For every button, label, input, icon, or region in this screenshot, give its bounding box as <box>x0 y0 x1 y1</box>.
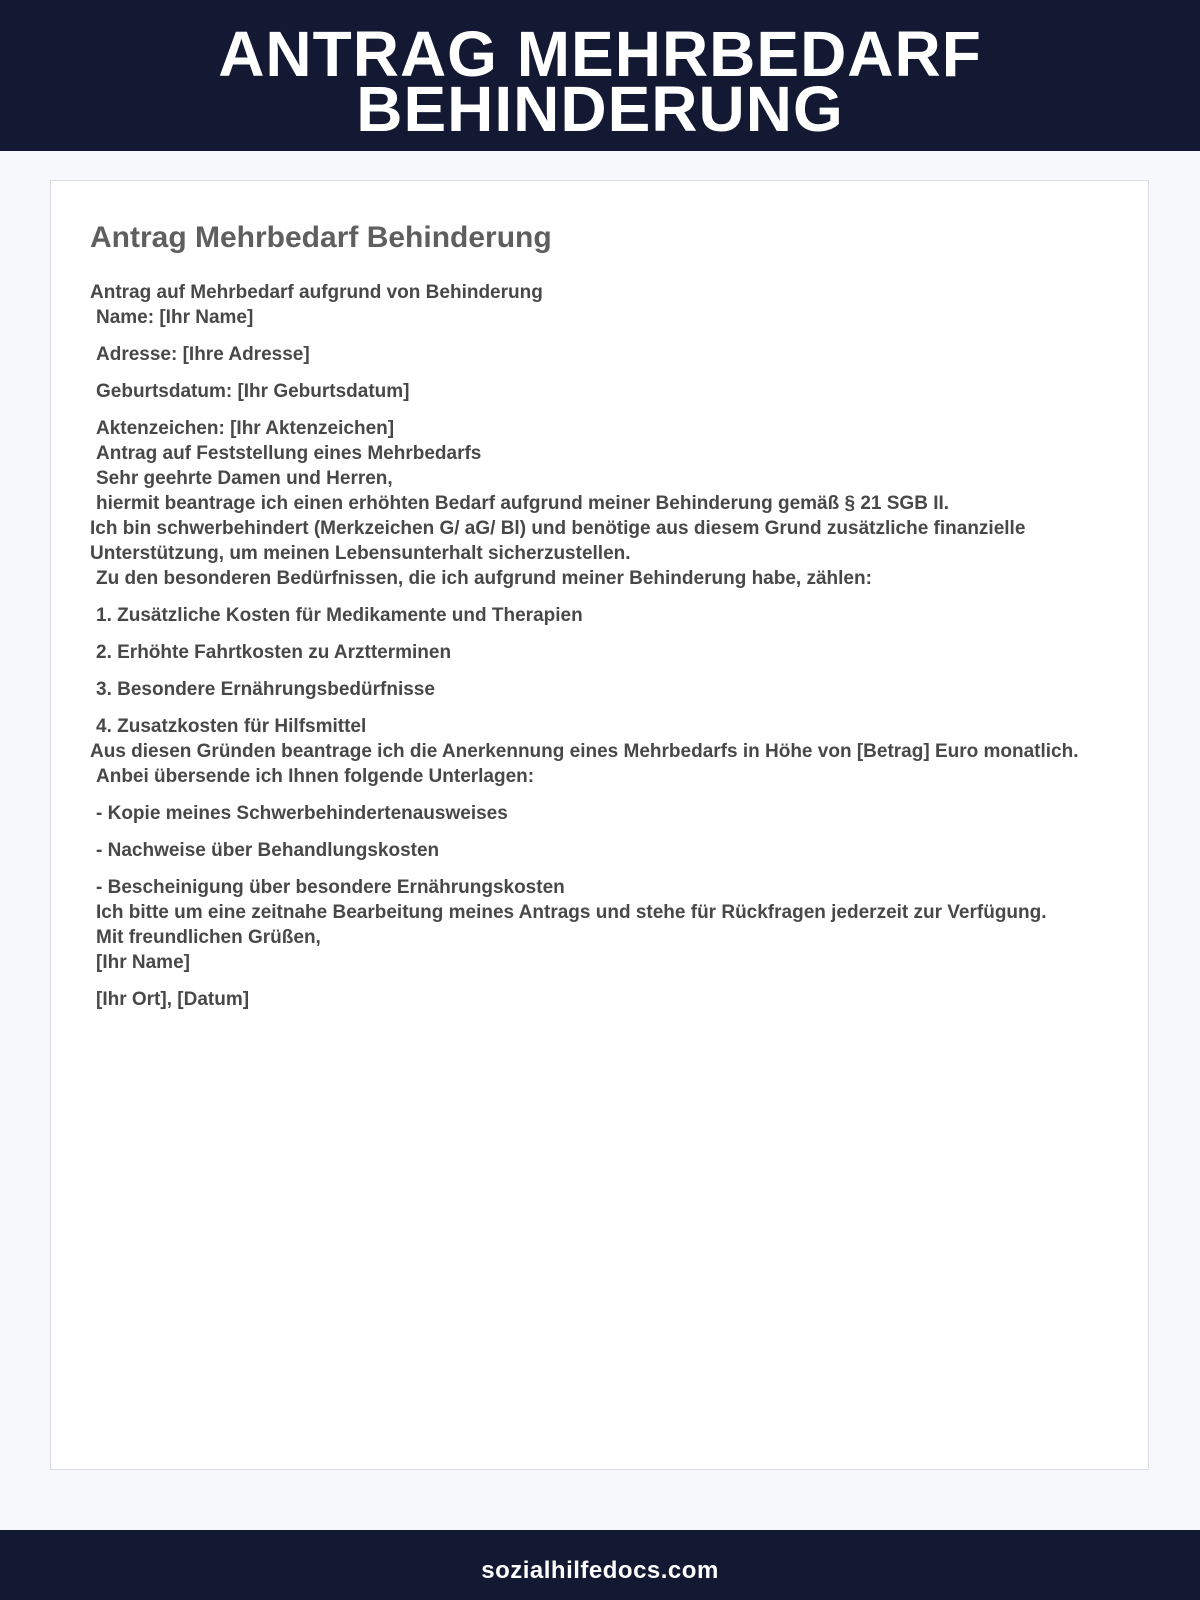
header-title-line-1: ANTRAG MEHRBEDARF <box>218 18 982 90</box>
disability-paragraph: Ich bin schwerbehindert (Merkzeichen G/ aG/ Bl) und benötige aus diesem Grund zusätzliche finanzielle Unterstützung, um meinen Lebensunterhalt sicherzustellen. <box>90 518 1026 564</box>
list-item: 2. Erhöhte Fahrtkosten zu Arztterminen <box>96 642 452 663</box>
closing-paragraph: Ich bitte um eine zeitnahe Bearbeitung meines Antrags und stehe für Rückfragen jederzeit zur Verfügung. <box>96 902 1047 923</box>
request-heading: Antrag auf Feststellung eines Mehrbedarfs <box>96 443 482 464</box>
request-paragraph: Aus diesen Gründen beantrage ich die Anerkennung eines Mehrbedarfs in Höhe von [Betrag] Euro monatlich. <box>90 741 1079 762</box>
list-item: 3. Besondere Ernährungsbedürfnisse <box>96 679 435 700</box>
subject-line: Antrag auf Mehrbedarf aufgrund von Behinderung <box>90 282 543 303</box>
place-date-line: [Ihr Ort], [Datum] <box>96 989 250 1010</box>
birthdate-line: Geburtsdatum: [Ihr Geburtsdatum] <box>96 381 410 402</box>
signature-name: [Ihr Name] <box>96 952 190 973</box>
list-item: 1. Zusätzliche Kosten für Medikamente und Therapien <box>96 605 583 626</box>
page-header <box>0 0 1200 151</box>
document-body <box>90 280 1120 1012</box>
document-title: Antrag Mehrbedarf Behinderung <box>90 221 552 254</box>
attachment-item: - Bescheinigung über besondere Ernährungskosten <box>96 877 565 898</box>
intro-paragraph: hiermit beantrage ich einen erhöhten Bedarf aufgrund meiner Behinderung gemäß § 21 SGB II. <box>96 493 950 514</box>
needs-intro: Zu den besonderen Bedürfnissen, die ich aufgrund meiner Behinderung habe, zählen: <box>96 568 872 589</box>
document-card <box>50 180 1149 1470</box>
page-footer <box>0 1530 1200 1600</box>
attachment-item: - Nachweise über Behandlungskosten <box>96 840 440 861</box>
name-line: Name: [Ihr Name] <box>96 307 254 328</box>
salutation: Sehr geehrte Damen und Herren, <box>96 468 393 489</box>
file-number-line: Aktenzeichen: [Ihr Aktenzeichen] <box>96 418 395 439</box>
closing-greeting: Mit freundlichen Grüßen, <box>96 927 321 948</box>
footer-site: sozialhilfedocs.com <box>481 1557 719 1584</box>
attachment-item: - Kopie meines Schwerbehindertenausweises <box>96 803 508 824</box>
list-item: 4. Zusatzkosten für Hilfsmittel <box>96 716 367 737</box>
attachments-intro: Anbei übersende ich Ihnen folgende Unterlagen: <box>96 766 535 787</box>
header-title-line-2: BEHINDERUNG <box>356 73 844 145</box>
address-line: Adresse: [Ihre Adresse] <box>96 344 310 365</box>
header-title <box>0 0 1200 145</box>
